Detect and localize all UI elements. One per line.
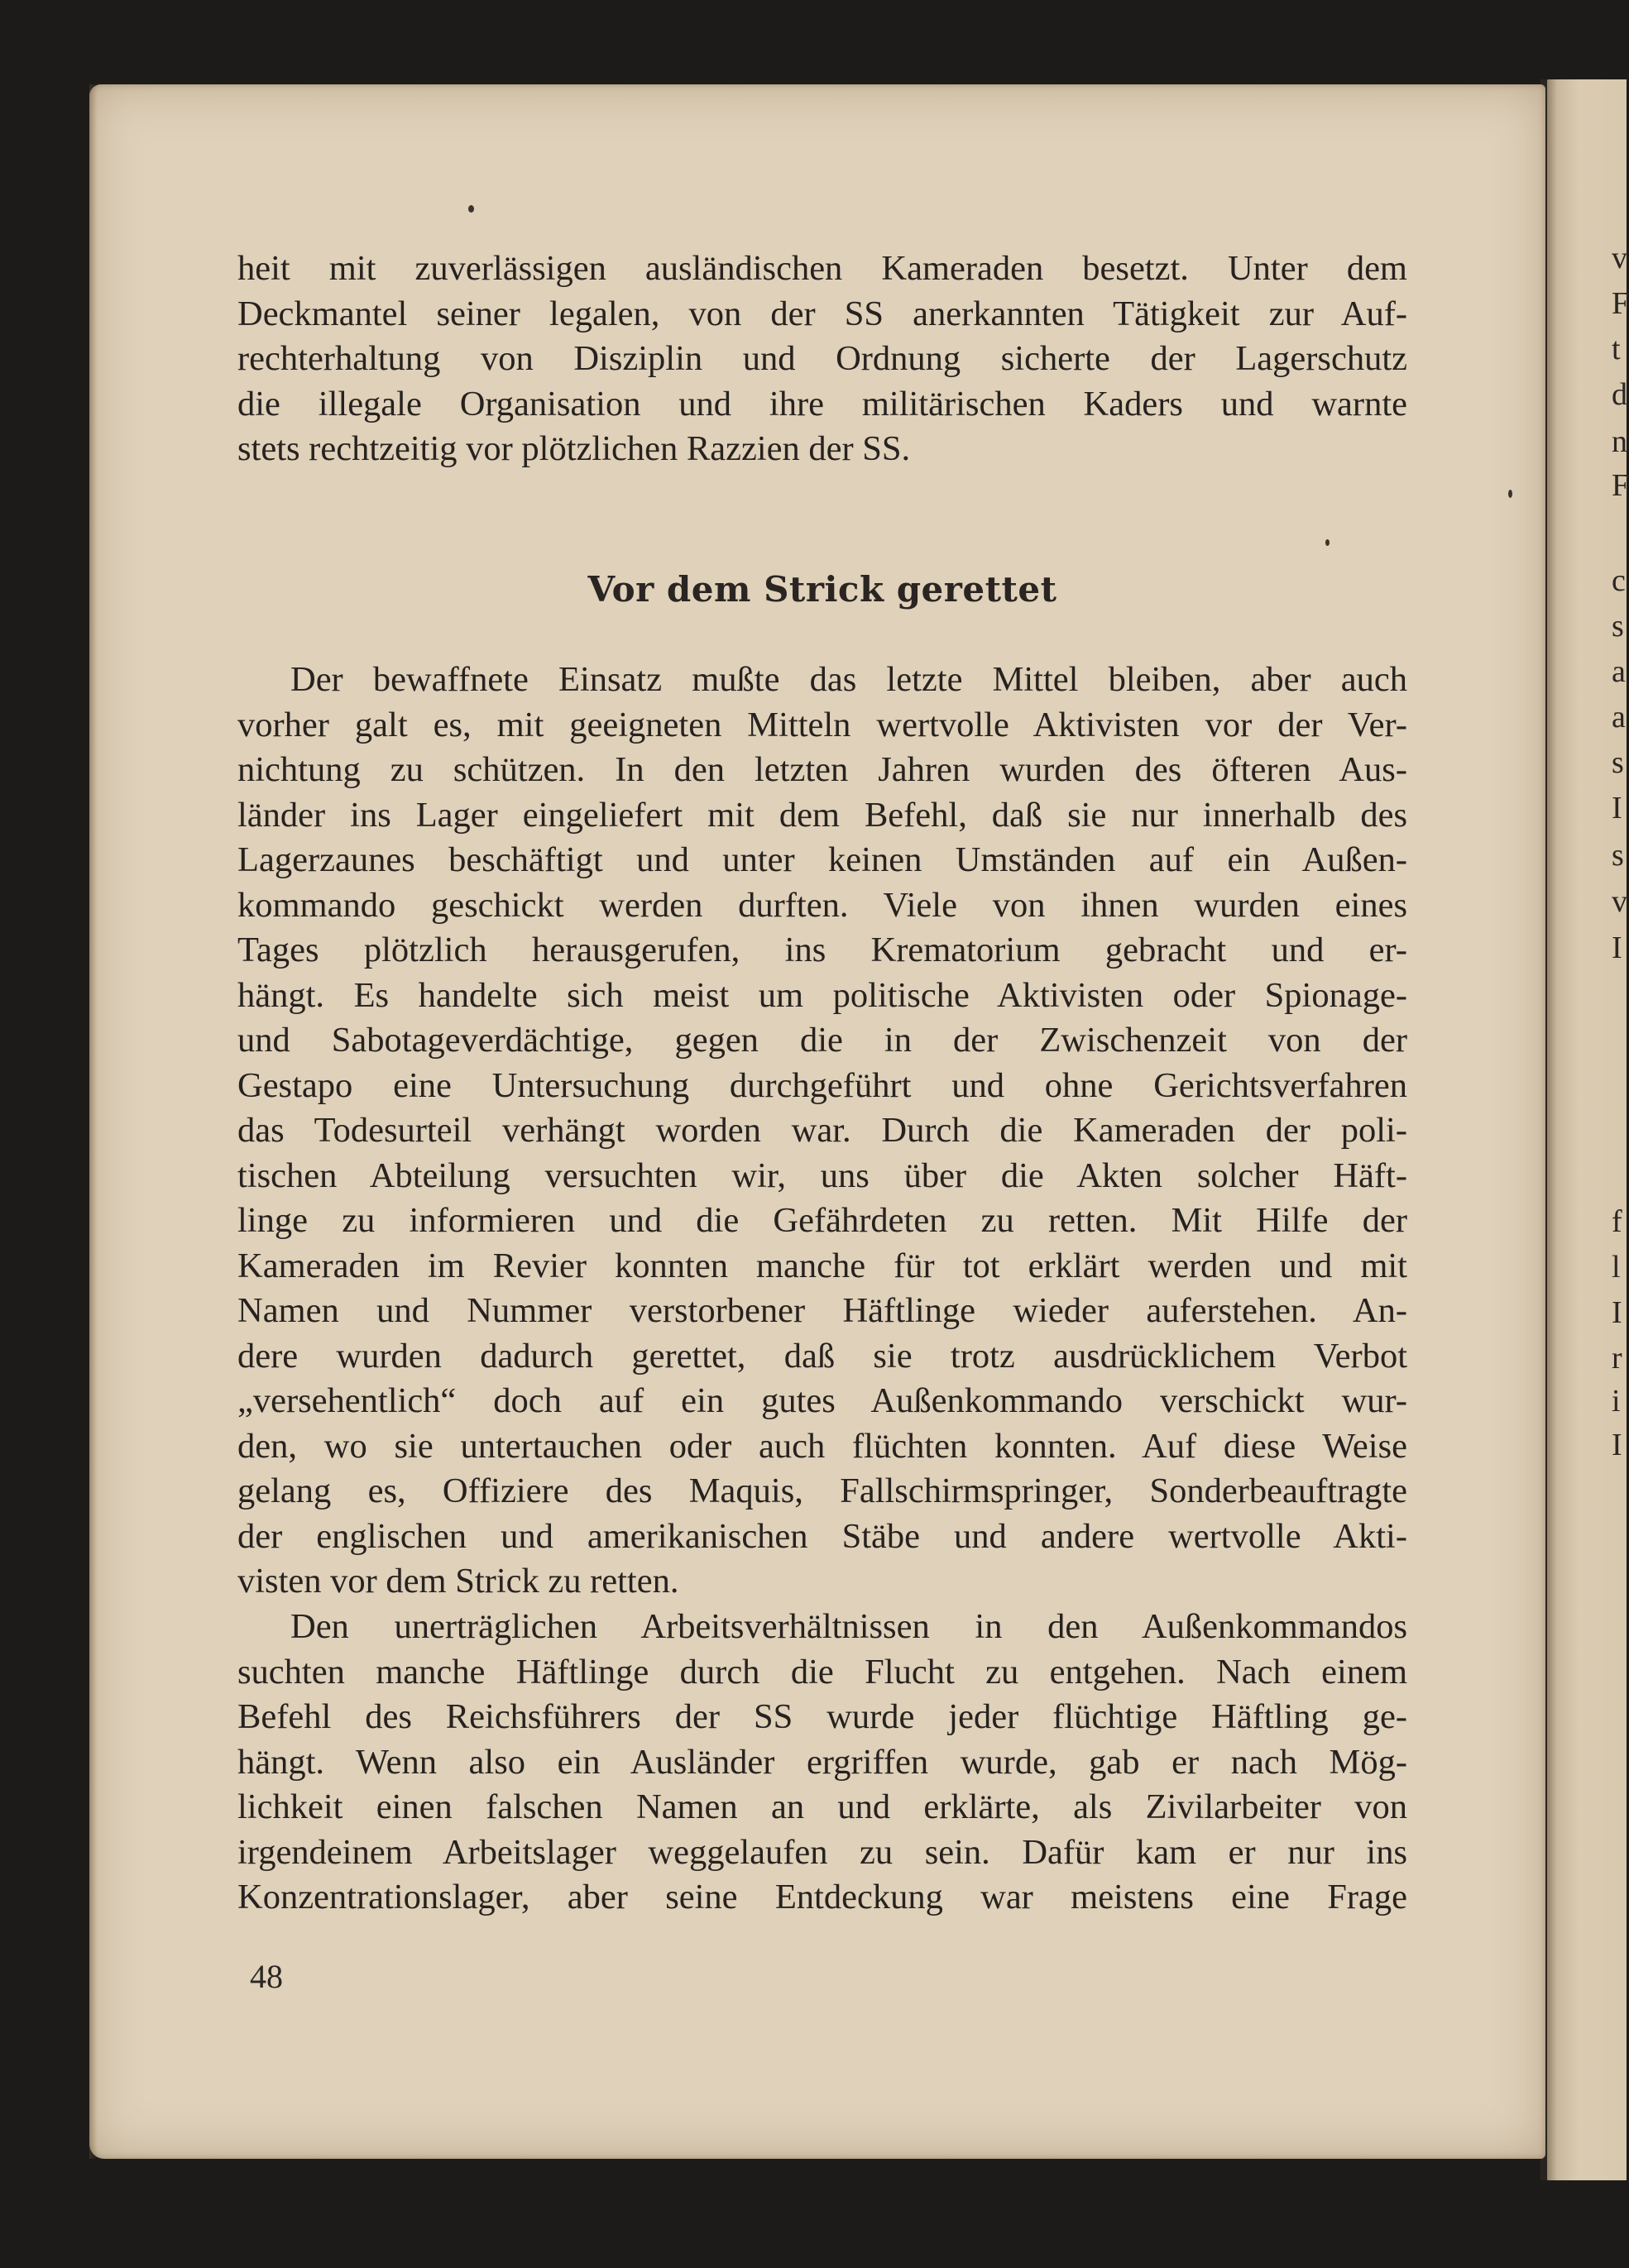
text-line: rechterhaltung von Disziplin und Ordnung sicherte der Lagerschutz xyxy=(237,339,1407,378)
text-line: linge zu informieren und die Gefährdeten zu retten. Mit Hilfe der xyxy=(237,1201,1407,1240)
text-line: vorher galt es, mit geeigneten Mitteln wertvolle Aktivisten vor der Ver- xyxy=(237,705,1407,744)
ink-speck xyxy=(1508,490,1512,498)
text-line: Konzentrationslager, aber seine Entdeckung war meistens eine Frage xyxy=(237,1878,1407,1916)
facing-page-letter: f xyxy=(1612,1204,1622,1239)
facing-page-letter: I xyxy=(1612,1428,1622,1462)
text-line: Deckmantel seiner legalen, von der SS anerkannten Tätigkeit zur Auf- xyxy=(237,294,1407,333)
paragraph-top xyxy=(237,246,1407,472)
facing-page-letter: a xyxy=(1612,654,1626,689)
facing-page-letter: s xyxy=(1612,838,1624,873)
text-line: suchten manche Häftlinge durch die Flucht zu entgehen. Nach einem xyxy=(237,1652,1407,1691)
text-line: das Todesurteil verhängt worden war. Durch die Kameraden der poli- xyxy=(237,1111,1407,1150)
facing-page-letter: F xyxy=(1612,468,1629,503)
page-number: 48 xyxy=(250,1958,283,1995)
text-line: stets rechtzeitig vor plötzlichen Razzien der SS. xyxy=(237,429,911,468)
text-line: visten vor dem Strick zu retten. xyxy=(237,1562,679,1601)
facing-page-letter: n xyxy=(1612,424,1627,459)
text-line: irgendeinem Arbeitslager weggelaufen zu sein. Dafür kam er nur ins xyxy=(237,1832,1407,1872)
facing-page-letter: l xyxy=(1612,1250,1621,1285)
facing-page-letter: s xyxy=(1612,745,1624,780)
facing-page-letter: s xyxy=(1612,609,1624,644)
text-line: der englischen und amerikanischen Stäbe und andere wertvolle Akti- xyxy=(237,1516,1407,1556)
page-left-edge-shadow xyxy=(89,84,98,2159)
facing-page-letter: r xyxy=(1612,1341,1622,1376)
facing-page-letter: c xyxy=(1612,563,1626,598)
facing-page-letter: F xyxy=(1612,286,1629,321)
facing-page-letter: v xyxy=(1612,884,1627,919)
text-line: Der bewaffnete Einsatz mußte das letzte Mittel bleiben, aber auch xyxy=(290,660,1407,699)
text-line: dere wurden dadurch gerettet, daß sie trotz ausdrücklichem Verbot xyxy=(237,1336,1407,1376)
text-line: die illegale Organisation und ihre militärischen Kaders und warnte xyxy=(237,384,1407,423)
text-line: gelang es, Offiziere des Maquis, Fallschirmspringer, Sonderbeauftragte xyxy=(237,1471,1407,1510)
ink-speck xyxy=(1325,539,1330,546)
facing-page-letter: I xyxy=(1612,931,1622,965)
text-line: Befehl des Reichsführers der SS wurde jeder flüchtige Häftling ge- xyxy=(237,1697,1407,1736)
text-line: Tages plötzlich herausgerufen, ins Krematorium gebracht und er- xyxy=(237,931,1407,969)
text-line: nichtung zu schützen. In den letzten Jahren wurden des öfteren Aus- xyxy=(237,750,1407,789)
facing-page-letter: v xyxy=(1612,241,1627,275)
text-line: Gestapo eine Untersuchung durchgeführt und ohne Gerichtsverfahren xyxy=(237,1065,1407,1105)
paragraph-main xyxy=(237,658,1407,1605)
text-line: länder ins Lager eingeliefert mit dem Befehl, daß sie nur innerhalb des xyxy=(237,795,1407,835)
facing-page-letter: i xyxy=(1612,1384,1621,1419)
ink-speck xyxy=(468,205,474,213)
paragraph-second xyxy=(237,1605,1407,1921)
text-line: und Sabotageverdächtige, gegen die in der Zwischenzeit von der xyxy=(237,1021,1407,1060)
facing-page-letter: t xyxy=(1612,332,1621,366)
text-line: Den unerträglichen Arbeitsverhältnissen in den Außenkommandos xyxy=(290,1607,1407,1646)
text-line: heit mit zuverlässigen ausländischen Kameraden besetzt. Unter dem xyxy=(237,249,1407,288)
text-line: Lagerzaunes beschäftigt und unter keinen Umständen auf ein Außen- xyxy=(237,840,1407,879)
text-line: Namen und Nummer verstorbener Häftlinge wieder auferstehen. An- xyxy=(237,1291,1407,1330)
facing-page-letter: a xyxy=(1612,700,1626,734)
text-line: hängt. Es handelte sich meist um politische Aktivisten oder Spionage- xyxy=(237,975,1407,1015)
text-line: den, wo sie untertauchen oder auch flüchten konnten. Auf diese Weise xyxy=(237,1426,1407,1466)
facing-page-letter: I xyxy=(1612,1295,1622,1330)
text-line: kommando geschickt werden durften. Viele von ihnen wurden eines xyxy=(237,885,1407,925)
section-heading: Vor dem Strick gerettet xyxy=(587,569,1057,610)
text-line: tischen Abteilung versuchten wir, uns über die Akten solcher Häft- xyxy=(237,1156,1407,1195)
text-line: Kameraden im Revier konnten manche für tot erklärt werden und mit xyxy=(237,1246,1407,1285)
facing-page-letter: I xyxy=(1612,791,1622,825)
facing-page-letter: d xyxy=(1612,377,1627,412)
text-line: lichkeit einen falschen Namen an und erklärte, als Zivilarbeiter von xyxy=(237,1787,1407,1826)
text-line: hängt. Wenn also ein Ausländer ergriffen wurde, gab er nach Mög- xyxy=(237,1742,1407,1782)
text-line: „versehentlich“ doch auf ein gutes Außenkommando verschickt wur- xyxy=(237,1381,1407,1420)
